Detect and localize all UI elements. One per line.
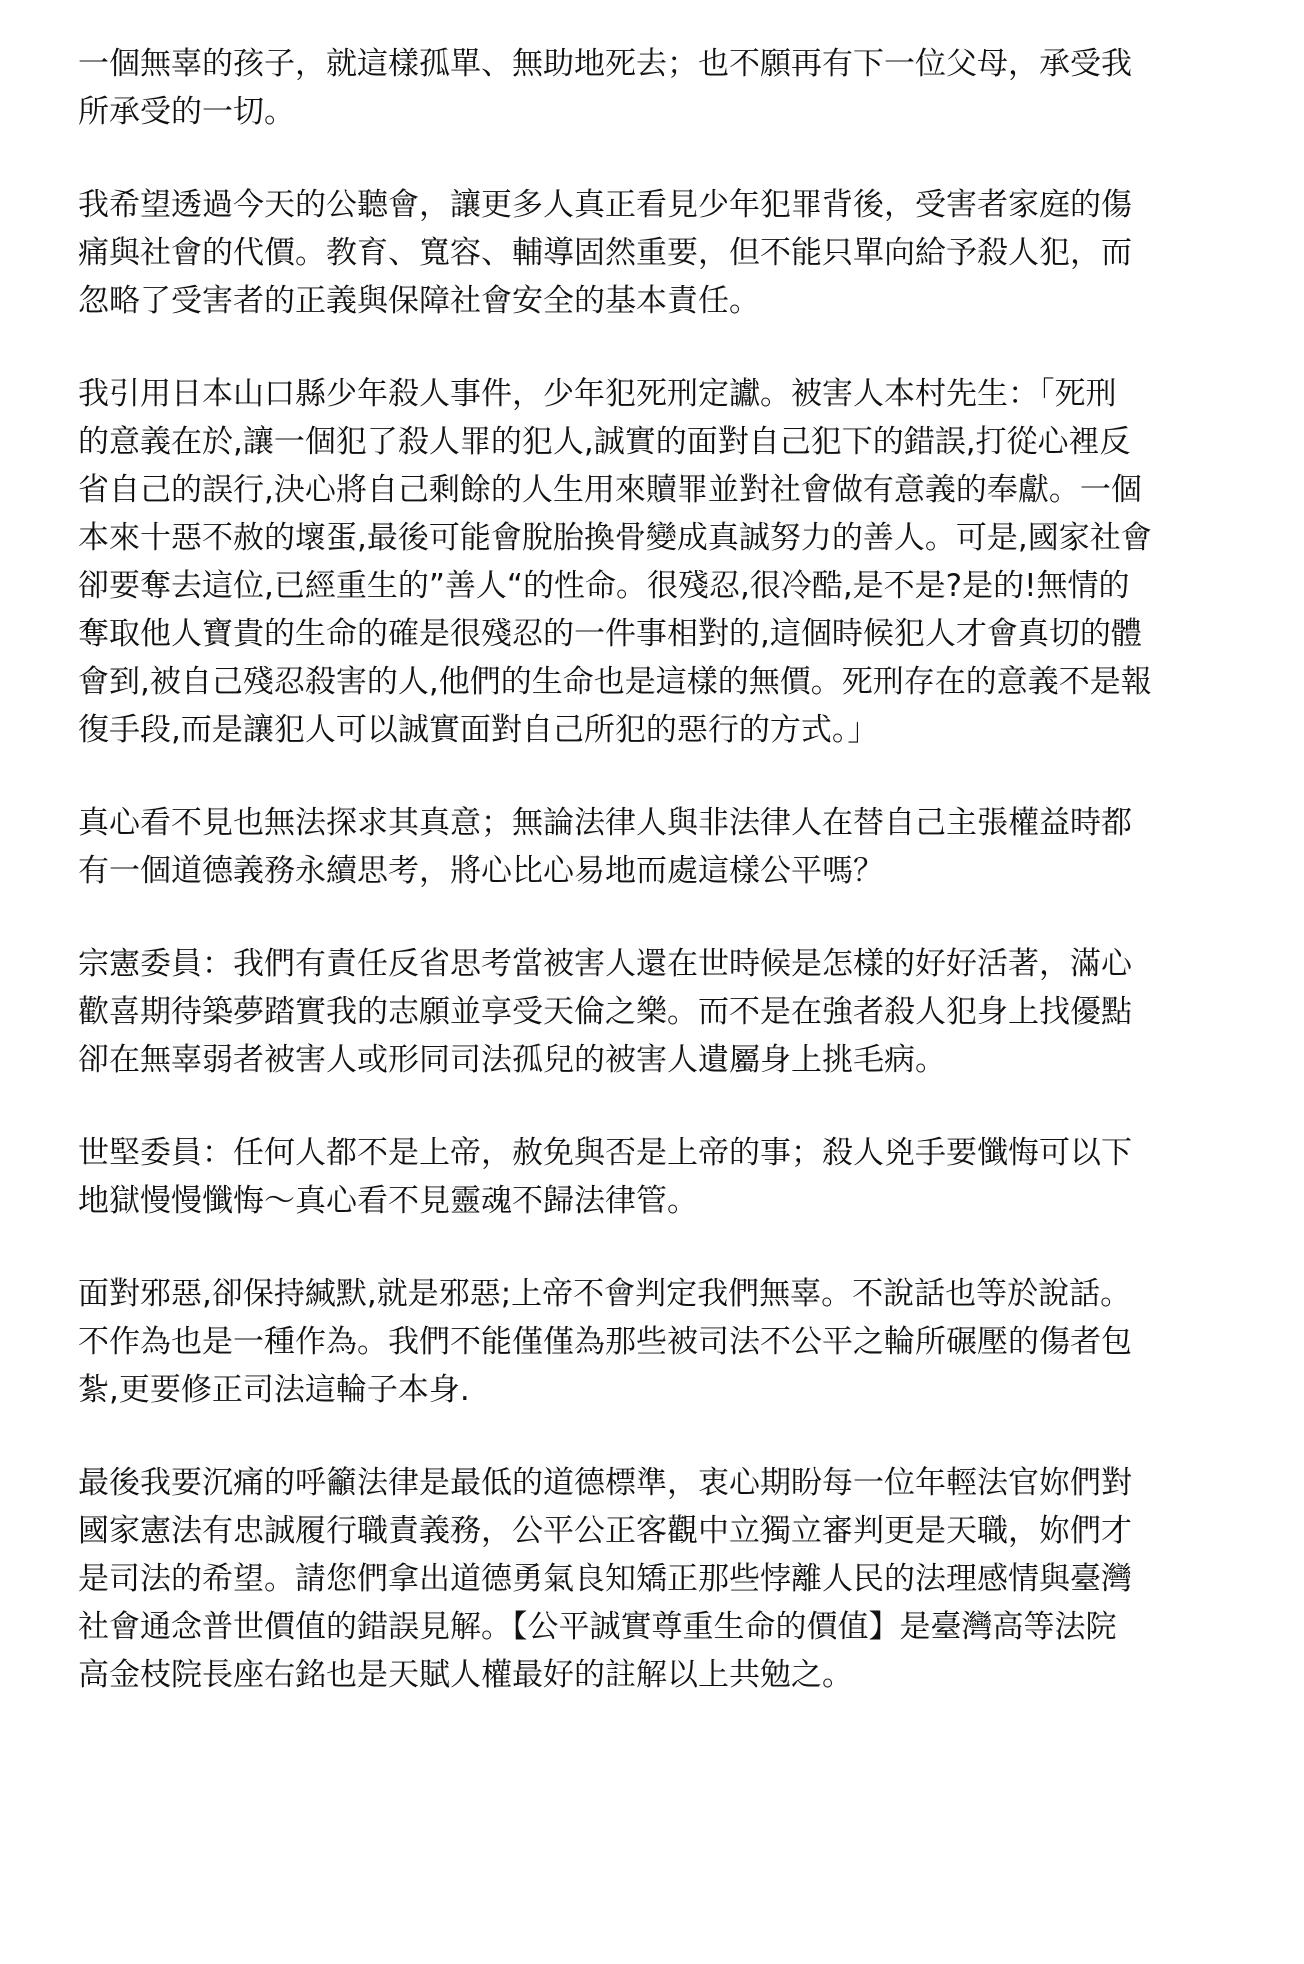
text-line: 省自己的誤行,決心將自己剩餘的人生用來贖罪並對社會做有意義的奉獻。一個 (78, 472, 1142, 508)
paragraph-4 (78, 799, 1238, 895)
paragraph-7 (78, 1270, 1238, 1414)
text-line: 的意義在於,讓一個犯了殺人罪的犯人,誠實的面對自己犯下的錯誤,打從心裡反 (78, 424, 1131, 460)
text-line: 所承受的一切。 (78, 94, 295, 130)
text-line: 痛與社會的代價。教育、寬容、輔導固然重要，但不能只單向給予殺人犯，而 (78, 235, 1132, 271)
text-line: 復手段,而是讓犯人可以誠實面對自己所犯的惡行的方式。」 (78, 712, 879, 748)
text-line: 本來十惡不赦的壞蛋,最後可能會脫胎換骨變成真誠努力的善人。可是,國家社會 (78, 520, 1152, 556)
text-line: 高金枝院長座右銘也是天賦人權最好的註解以上共勉之。 (78, 1657, 853, 1693)
text-line: 紮,更要修正司法這輪子本身. (78, 1372, 470, 1408)
paragraph-3-quote (78, 370, 1238, 754)
text-line: 卻在無辜弱者被害人或形同司法孤兒的被害人遺屬身上挑毛病。 (78, 1042, 946, 1078)
text-line: 我希望透過今天的公聽會，讓更多人真正看見少年犯罪背後，受害者家庭的傷 (78, 187, 1132, 223)
text-line: 世堅委員：任何人都不是上帝，赦免與否是上帝的事；殺人兇手要懺悔可以下 (78, 1135, 1132, 1171)
text-line: 社會通念普世價值的錯誤見解。【公平誠實尊重生命的價值】是臺灣高等法院 (78, 1609, 1117, 1645)
text-line: 真心看不見也無法探求其真意；無論法律人與非法律人在替自己主張權益時都 (78, 805, 1132, 841)
paragraph-6 (78, 1129, 1238, 1225)
text-line: 忽略了受害者的正義與保障社會安全的基本責任。 (78, 283, 760, 319)
text-line: 最後我要沉痛的呼籲法律是最低的道德標準，衷心期盼每一位年輕法官妳們對 (78, 1465, 1132, 1501)
text-line: 地獄慢慢懺悔～真心看不見靈魂不歸法律管。 (78, 1183, 698, 1219)
text-line: 奪取他人寶貴的生命的確是很殘忍的一件事相對的,這個時候犯人才會真切的體 (78, 616, 1142, 652)
paragraph-1 (78, 40, 1238, 136)
text-line: 宗憲委員：我們有責任反省思考當被害人還在世時候是怎樣的好好活著，滿心 (78, 946, 1132, 982)
text-line: 一個無辜的孩子，就這樣孤單、無助地死去；也不願再有下一位父母，承受我 (78, 46, 1132, 82)
paragraph-8 (78, 1459, 1238, 1699)
paragraph-2 (78, 181, 1238, 325)
text-line: 國家憲法有忠誠履行職責義務，公平公正客觀中立獨立審判更是天職，妳們才 (78, 1513, 1132, 1549)
text-line: 有一個道德義務永續思考，將心比心易地而處這樣公平嗎？ (78, 853, 884, 889)
text-line: 卻要奪去這位,已經重生的”善人“的性命。很殘忍,很冷酷,是不是?是的!無情的 (78, 568, 1130, 604)
text-line: 歡喜期待築夢踏實我的志願並享受天倫之樂。而不是在強者殺人犯身上找優點 (78, 994, 1132, 1030)
text-line: 我引用日本山口縣少年殺人事件，少年犯死刑定讞。被害人本村先生：「死刑 (78, 376, 1117, 412)
paragraph-5 (78, 940, 1238, 1084)
document-page (78, 40, 1238, 1744)
text-line: 會到,被自己殘忍殺害的人,他們的生命也是這樣的無價。死刑存在的意義不是報 (78, 664, 1152, 700)
text-line: 不作為也是一種作為。我們不能僅僅為那些被司法不公平之輪所碾壓的傷者包 (78, 1324, 1132, 1360)
text-line: 是司法的希望。請您們拿出道德勇氣良知矯正那些悖離人民的法理感情與臺灣 (78, 1561, 1132, 1597)
text-line: 面對邪惡,卻保持緘默,就是邪惡;上帝不會判定我們無辜。不說話也等於說話。 (78, 1276, 1132, 1312)
